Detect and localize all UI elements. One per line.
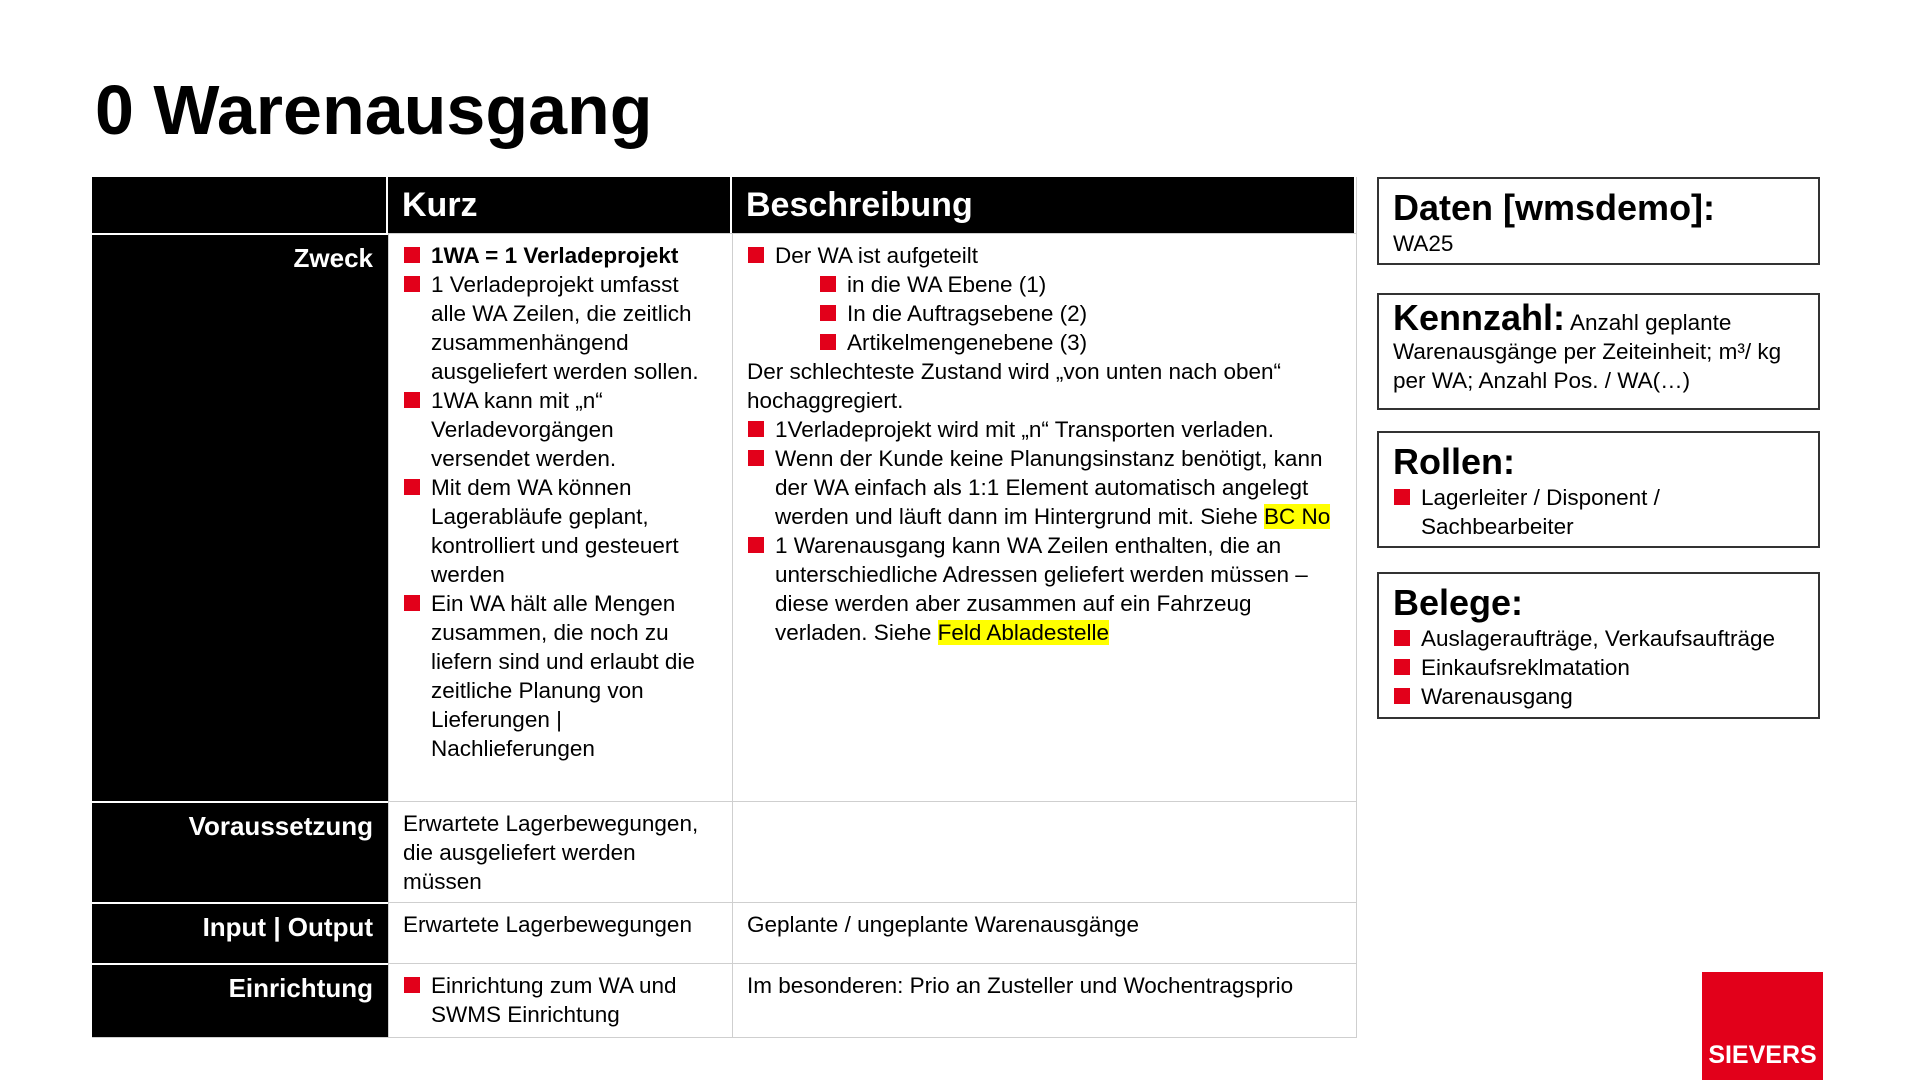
input-output-beschreibung: Geplante / ungeplante Warenausgänge [732, 902, 1356, 963]
zweck-beschreibung-item [747, 531, 1342, 647]
row-label-input-output: Input | Output [92, 902, 388, 963]
overview-table [92, 177, 1357, 1038]
box-rollen [1377, 431, 1820, 548]
belege-item: Einkaufsreklmatation [1393, 653, 1805, 682]
zweck-beschreibung-item: Der WA ist aufgeteilt [747, 241, 1342, 270]
voraussetzung-beschreibung [732, 801, 1356, 902]
logo-text: SIEVERS [1708, 1041, 1817, 1069]
box-daten [1377, 177, 1820, 265]
zweck-beschreibung [732, 233, 1356, 801]
daten-value: WA25 [1393, 231, 1454, 256]
item-text: 1 Warenausgang kann WA Zeilen enthalten, die an unterschiedliche Adressen geliefert werden müssen – diese werden aber zusammen auf ein Fahrzeug verladen. Siehe [775, 533, 1308, 645]
zweck-kurz-item: 1 Verladeprojekt umfasst alle WA Zeilen, die zeitlich zusammenhängend ausgeliefert werden sollen. [403, 270, 718, 386]
header-kurz: Kurz [388, 177, 732, 233]
row-label-voraussetzung: Voraussetzung [92, 801, 388, 902]
zweck-sub-item: in die WA Ebene (1) [819, 270, 1342, 299]
zweck-kurz [388, 233, 732, 801]
item-text: Wenn der Kunde keine Planungsinstanz benötigt, kann der WA einfach als 1:1 Element automatisch angelegt werden und läuft dann im Hintergrund mit. Siehe [775, 446, 1323, 529]
row-label-einrichtung: Einrichtung [92, 963, 388, 1037]
zweck-kurz-item: Mit dem WA können Lagerabläufe geplant, kontrolliert und gesteuert werden [403, 473, 718, 589]
einrichtung-kurz [388, 963, 732, 1037]
box-belege [1377, 572, 1820, 719]
einrichtung-beschreibung: Im besonderen: Prio an Zusteller und Wochentragsprio [732, 963, 1356, 1037]
input-output-kurz: Erwartete Lagerbewegungen [388, 902, 732, 963]
header-empty [92, 177, 388, 233]
zweck-sub-item: In die Auftragsebene (2) [819, 299, 1342, 328]
zweck-kurz-item: Ein WA hält alle Mengen zusammen, die noch zu liefern sind und erlaubt die zeitliche Planung von Lieferungen | Nachlieferungen [403, 589, 718, 763]
daten-heading: Daten [wmsdemo]: [1393, 187, 1716, 228]
einrichtung-kurz-item: Einrichtung zum WA und SWMS Einrichtung [403, 971, 718, 1029]
kennzahl-text: Anzahl geplante Warenausgänge per Zeiteinheit; m³/ kg per WA; Anzahl Pos. / WA(…) [1393, 310, 1782, 393]
belege-item: Auslageraufträge, Verkaufsaufträge [1393, 624, 1805, 653]
zweck-beschreibung-text: Der schlechteste Zustand wird „von unten nach oben“ hochaggregiert. [747, 359, 1282, 413]
belege-item: Warenausgang [1393, 682, 1805, 711]
rollen-item: Lagerleiter / Disponent / Sachbearbeiter [1393, 483, 1805, 541]
row-label-zweck: Zweck [92, 233, 388, 801]
zweck-beschreibung-item [747, 444, 1342, 531]
zweck-beschreibung-item: 1Verladeprojekt wird mit „n“ Transporten verladen. [747, 415, 1342, 444]
header-beschreibung: Beschreibung [732, 177, 1356, 233]
sievers-logo [1702, 972, 1823, 1080]
zweck-kurz-item: 1WA kann mit „n“ Verladevorgängen versendet werden. [403, 386, 718, 473]
zweck-kurz-item: 1WA = 1 Verladeprojekt [403, 241, 718, 270]
box-kennzahl [1377, 293, 1820, 410]
page-title: 0 Warenausgang [95, 71, 653, 149]
zweck-sub-item: Artikelmengenebene (3) [819, 328, 1342, 357]
rollen-heading: Rollen: [1393, 441, 1515, 482]
highlight-bc-no: BC No [1264, 504, 1331, 529]
belege-heading: Belege: [1393, 582, 1524, 623]
voraussetzung-kurz: Erwartete Lagerbewegungen, die ausgeliefert werden müssen [388, 801, 732, 902]
kennzahl-heading: Kennzahl: [1393, 297, 1566, 338]
highlight-feld-abladestelle: Feld Abladestelle [937, 620, 1109, 645]
